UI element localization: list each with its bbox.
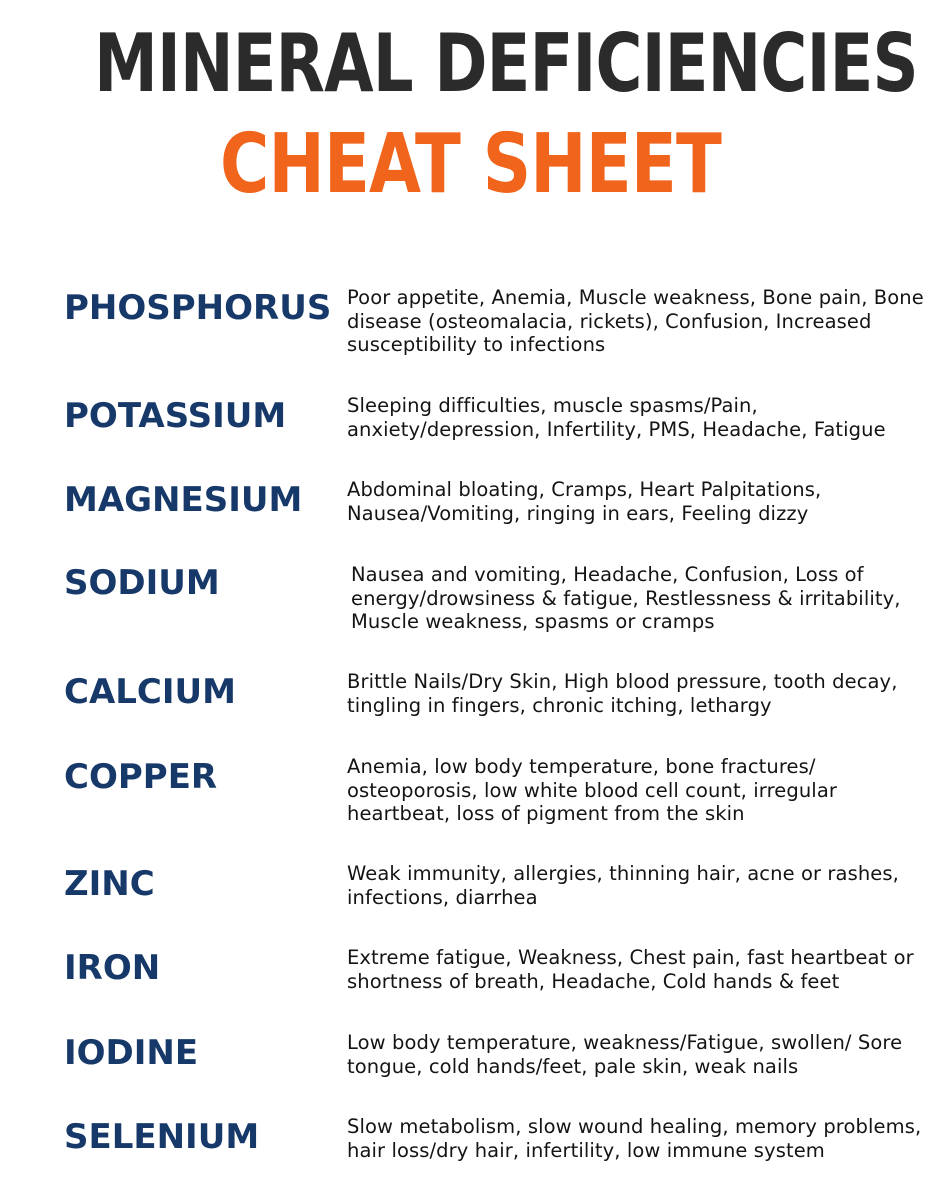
mineral-symptoms: Abdominal bloating, Cramps, Heart Palpitations, Nausea/Vomiting, ringing in ears, Feeling dizzy [347, 478, 822, 525]
mineral-symptoms: Sleeping difficulties, muscle spasms/Pain, anxiety/depression, Infertility, PMS, Headache, Fatigue [347, 394, 886, 441]
mineral-name: POTASSIUM [64, 396, 287, 436]
mineral-name: PHOSPHORUS [64, 288, 332, 328]
mineral-name: SODIUM [64, 563, 220, 603]
mineral-name: SELENIUM [64, 1117, 260, 1157]
mineral-symptoms: Extreme fatigue, Weakness, Chest pain, fast heartbeat or shortness of breath, Headache, Cold hands & feet [347, 946, 914, 993]
mineral-symptoms: Nausea and vomiting, Headache, Confusion, Loss of energy/drowsiness & fatigue, Restlessness & irritability, Muscle weakness, spasms or cramps [351, 563, 901, 633]
mineral-symptoms: Poor appetite, Anemia, Muscle weakness, Bone pain, Bone disease (osteomalacia, rickets), Confusion, Increased susceptibility to infections [347, 286, 924, 356]
mineral-name: CALCIUM [64, 672, 236, 712]
mineral-symptoms: Brittle Nails/Dry Skin, High blood pressure, tooth decay, tingling in fingers, chronic itching, lethargy [347, 670, 898, 717]
mineral-symptoms: Low body temperature, weakness/Fatigue, swollen/ Sore tongue, cold hands/feet, pale skin, weak nails [347, 1031, 903, 1078]
mineral-name: MAGNESIUM [64, 480, 303, 520]
mineral-name: IODINE [64, 1033, 199, 1073]
mineral-name: IRON [64, 948, 161, 988]
page-subtitle: CHEAT SHEET [219, 117, 722, 212]
mineral-symptoms: Slow metabolism, slow wound healing, memory problems, hair loss/dry hair, infertility, low immune system [347, 1115, 922, 1162]
mineral-symptoms: Anemia, low body temperature, bone fractures/ osteoporosis, low white blood cell count, irregular heartbeat, loss of pigment from the skin [347, 755, 837, 825]
mineral-symptoms: Weak immunity, allergies, thinning hair, acne or rashes, infections, diarrhea [347, 862, 899, 909]
mineral-name: ZINC [64, 864, 155, 904]
mineral-name: COPPER [64, 757, 218, 797]
page-title: MINERAL DEFICIENCIES [94, 17, 918, 110]
